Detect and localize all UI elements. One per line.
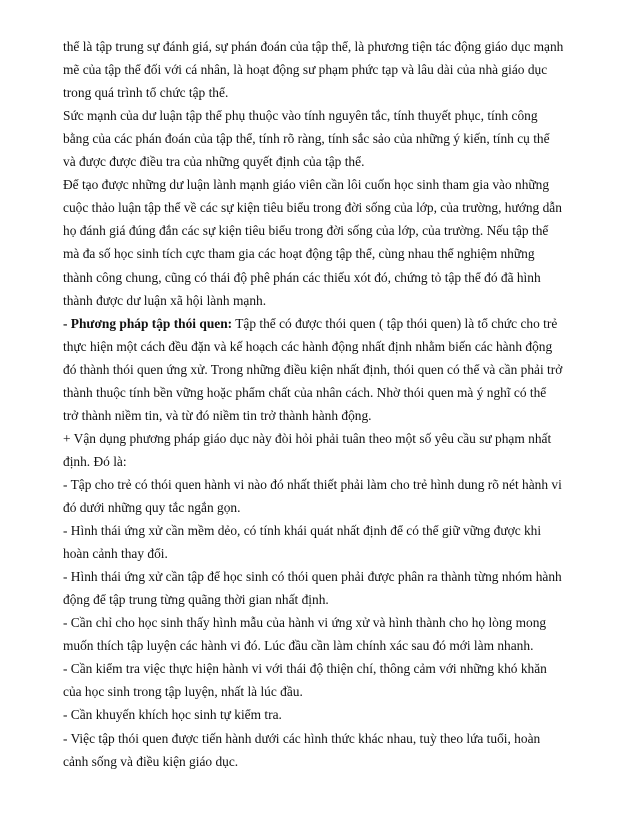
text-line	[63, 153, 364, 171]
text-line	[63, 683, 303, 701]
line-text: cuộc thảo luận tập thể về các sự kiện tiêu biểu trong đời sống của lớp, của trường, hướng dẫn	[63, 200, 562, 216]
text-line	[63, 637, 533, 655]
text-line	[63, 176, 549, 194]
text-line	[63, 107, 538, 125]
text-line	[63, 130, 550, 148]
line-text: - Hình thái ứng xử cần mềm dẻo, có tính khái quát nhất định để có thể giữ vững được khi	[63, 523, 542, 539]
line-text: thực hiện một cách đều đặn và kế hoạch các hành động nhất định nhằm biến các hành động	[63, 338, 553, 354]
line-text: + Vận dụng phương pháp giáo dục này đòi hỏi phải tuân theo một số yêu cầu sư phạm nhất	[63, 430, 552, 446]
text-line	[63, 476, 562, 494]
line-text: trong quá trình tổ chức tập thể.	[63, 85, 229, 101]
text-line	[63, 38, 563, 56]
line-text: và được được điều tra của những quyết định của tập thể.	[63, 154, 365, 170]
text-line	[63, 453, 127, 471]
line-text: - Cần khuyến khích học sinh tự kiểm tra.	[63, 707, 282, 723]
text-line	[63, 222, 548, 240]
text-line	[63, 568, 562, 586]
text-line	[63, 660, 547, 678]
text-line	[63, 499, 240, 517]
line-text: động để tập trung từng quãng thời gian nhất định.	[63, 592, 329, 608]
text-line	[63, 245, 535, 263]
line-text: bằng của các phán đoán của tập thể, tính rõ ràng, tính sắc sảo của những ý kiến, tính cụ thể	[63, 131, 550, 147]
line-text: - Cần chỉ cho học sinh thấy hình mẫu của hành vi ứng xử và hình thành cho họ lòng mong	[63, 615, 547, 631]
text-line	[63, 706, 282, 724]
line-text: thể là tập trung sự đánh giá, sự phán đoán của tập thể, là phương tiện tác động giáo dục mạnh	[63, 39, 564, 54]
line-text: định. Đó là:	[63, 453, 127, 469]
text-line	[63, 338, 552, 356]
line-text: - Việc tập thói quen được tiến hành dưới các hình thức khác nhau, tuỳ theo lứa tuổi, hoàn	[63, 730, 541, 746]
line-text: cảnh sống và điều kiện giáo dục.	[63, 753, 239, 769]
text-line	[63, 384, 546, 402]
text-line	[63, 199, 562, 217]
line-text: đó dưới những quy tắc ngắn gọn.	[63, 500, 241, 515]
text-line	[63, 361, 562, 379]
line-text: hoàn cảnh thay đổi.	[63, 546, 168, 562]
text-line	[63, 545, 168, 563]
text-line	[63, 430, 551, 448]
line-text: Sức mạnh của dư luận tập thể phụ thuộc vào tính nguyên tắc, tính thuyết phục, tính công	[63, 108, 538, 124]
line-text: - Cần kiểm tra việc thực hiện hành vi với thái độ thiện chí, thông cảm với những khó khăn	[63, 661, 547, 677]
text-line	[63, 269, 541, 287]
line-text: mà đa số học sinh tích cực tham gia các hoạt động tập thể, cùng nhau thể nghiệm những	[63, 246, 535, 262]
text-line	[63, 591, 329, 609]
line-text: - Hình thái ứng xử cần tập để học sinh có thói quen phải được phân ra thành từng nhóm hành	[63, 569, 562, 585]
text-line	[63, 614, 546, 632]
text-line	[63, 407, 372, 425]
text-line	[63, 730, 540, 748]
line-text: Tập thể có được thói quen ( tập thói quen) là tổ chức cho trẻ	[232, 315, 558, 331]
text-line	[63, 61, 547, 79]
line-text: họ đánh giá đúng đắn các sự kiện tiêu biểu trong đời sống của lớp, của trường. Nếu tập thể	[63, 223, 549, 239]
line-text: thành được dư luận xã hội lành mạnh.	[63, 292, 267, 308]
line-text: mẽ của tập thể đối với cá nhân, là hoạt động sư phạm phức tạp và lâu dài của nhà giáo dục	[63, 62, 548, 78]
line-text: thành thuộc tính bền vững hoặc phẩm chất của nhân cách. Nhờ thói quen mà ý nghĩ có thể	[63, 384, 547, 400]
line-text: đó thành thói quen ứng xử. Trong những điều kiện nhất định, thói quen có thể và cần phải trở	[63, 361, 563, 377]
line-text: của học sinh trong tập luyện, nhất là lúc đầu.	[63, 684, 303, 700]
line-text: thành công chung, cũng có thái độ phê phán các thiếu xót đó, chứng tỏ tập thể đó đã hình	[63, 269, 541, 285]
line-text: muốn thích tập luyện các hành vi đó. Lúc đầu cần làm chính xác sau đó mới làm nhanh.	[63, 638, 534, 654]
line-text: trở thành niềm tin, và từ đó niềm tin trở thành hành động.	[63, 407, 372, 423]
line-text: Để tạo được những dư luận lành mạnh giáo viên cần lôi cuốn học sinh tham gia vào những	[63, 177, 550, 193]
text-line	[63, 522, 541, 540]
text-line	[63, 292, 266, 310]
text-line	[63, 753, 238, 771]
bold-heading: - Phương pháp tập thói quen:	[63, 315, 233, 331]
text-line	[63, 84, 228, 102]
line-text: - Tập cho trẻ có thói quen hành vi nào đó nhất thiết phải làm cho trẻ hình dung rõ nét hành vi	[63, 476, 562, 492]
text-line	[63, 315, 557, 333]
